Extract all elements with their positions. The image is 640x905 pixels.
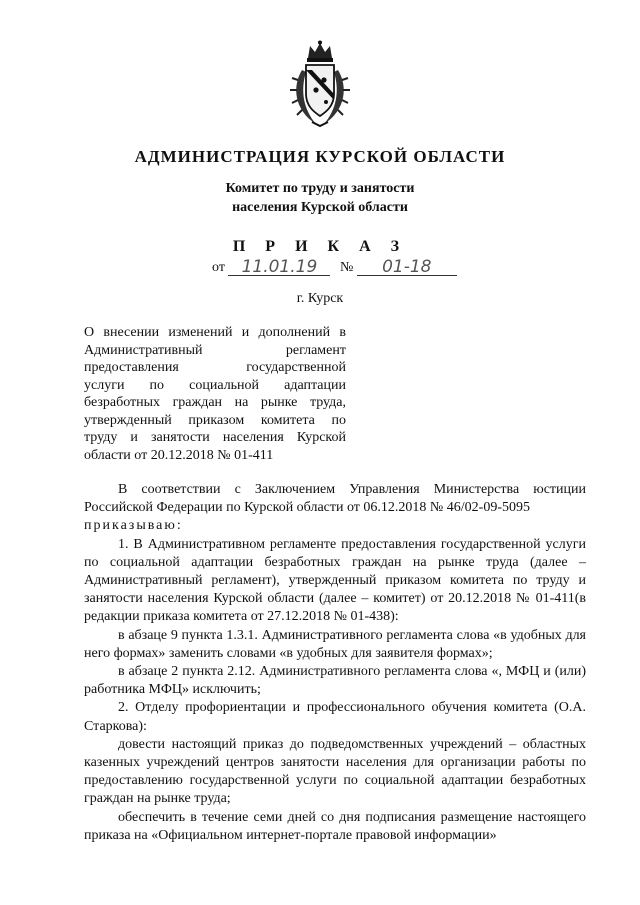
committee-name [0, 179, 640, 217]
paragraph-instruction-2: обеспечить в течение семи дней со дня подписания размещение настоящего приказа на «Официальном интернет-портале правовой информации» [84, 809, 586, 843]
subject-line: О внесении изменений и дополнений в [84, 325, 346, 340]
date-number-line [212, 259, 472, 276]
date-field-handwritten: 11.01.19 [228, 259, 330, 276]
subject-line: услуги по социальной адаптации [84, 377, 346, 393]
date-prefix: от [212, 260, 225, 275]
subject-line: Административный регламент [84, 342, 346, 358]
document-type: П Р И К А З [232, 238, 408, 255]
paragraph-item-1: 1. В Административном регламенте предоставления государственной услуги по социальной адаптации безработных граждан на рынке труда (далее – Административный регламент), утвержденный приказом комитета по труду и занятости населения Курской области (далее – комитет) от 20.12.2018 № 01-411(в редакции приказа комитета от 27.12.2018 № 01-438): [84, 536, 586, 625]
order-body [84, 481, 586, 845]
administration-title: АДМИНИСТРАЦИЯ КУРСКОЙ ОБЛАСТИ [134, 147, 506, 166]
paragraph-instruction-1: довести настоящий приказ до подведомственных учреждений – областных казенных учреждений центров занятости населения для организации работы по предоставлению государственной услуги по социальной адаптации безработных граждан на рынке труда; [84, 736, 586, 807]
subject-line: утвержденный приказом комитета по [84, 412, 346, 428]
number-label: № [339, 260, 354, 275]
paragraph-item-2: 2. Отделу профориентации и профессионального обучения комитета (О.А. Старкова): [84, 700, 586, 734]
subject-line: предоставления государственной [84, 360, 346, 375]
subject-line: области от 20.12.2018 № 01-411 [84, 447, 274, 463]
paragraph-amendment-2: в абзаце 2 пункта 2.12. Административного регламента слова «, МФЦ и (или) работника МФЦ» исключить; [84, 664, 586, 698]
coat-of-arms-emblem [288, 40, 352, 128]
committee-line-2: населения Курской области [232, 200, 408, 215]
order-word: приказываю: [84, 518, 183, 534]
subject-line: безработных граждан на рынке труда, [84, 395, 346, 410]
paragraph-amendment-1: в абзаце 9 пункта 1.3.1. Административного регламента слова «в удобных для него формах» заменить словами «в удобных для заявителя формах»; [84, 627, 586, 661]
number-field-handwritten: 01-18 [357, 259, 457, 276]
paragraph-preamble: В соответствии с Заключением Управления Министерства юстиции Российской Федерации по Курской области от 06.12.2018 № 46/02-09-5095 [84, 482, 586, 516]
committee-line-1: Комитет по труду и занятости [225, 181, 415, 196]
city: г. Курск [296, 291, 344, 306]
subject-line: труду и занятости населения Курской [84, 430, 346, 445]
order-subject [84, 324, 346, 464]
